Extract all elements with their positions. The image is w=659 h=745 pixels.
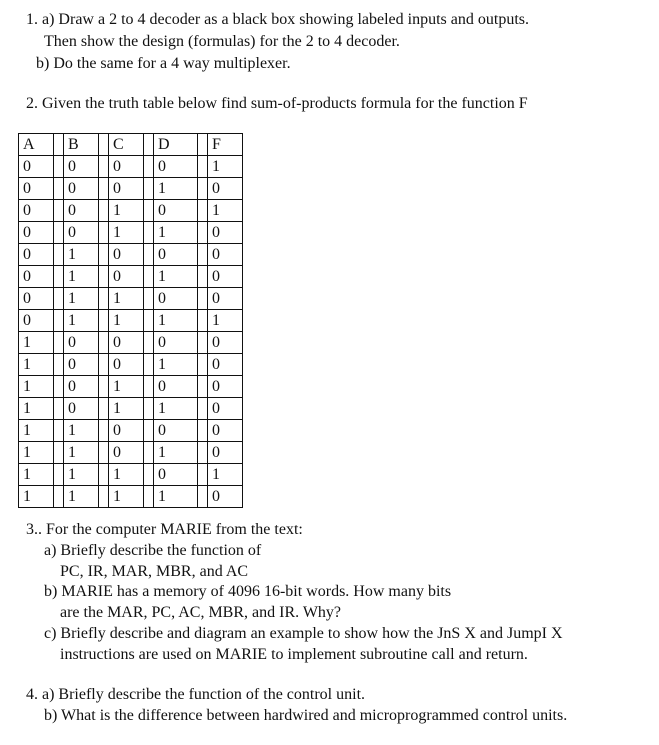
cell-a: 1 bbox=[19, 376, 54, 398]
table-row bbox=[19, 222, 243, 244]
spacer bbox=[144, 464, 154, 486]
header-f: F bbox=[208, 134, 243, 156]
table-row bbox=[19, 354, 243, 376]
spacer bbox=[54, 244, 64, 266]
cell-a: 0 bbox=[19, 244, 54, 266]
cell-f: 0 bbox=[208, 222, 243, 244]
cell-b: 1 bbox=[64, 442, 99, 464]
cell-c: 1 bbox=[109, 200, 144, 222]
spacer bbox=[144, 156, 154, 178]
spacer bbox=[99, 244, 109, 266]
spacer bbox=[99, 398, 109, 420]
cell-b: 0 bbox=[64, 332, 99, 354]
spacer bbox=[99, 420, 109, 442]
spacer bbox=[198, 486, 208, 508]
cell-b: 0 bbox=[64, 376, 99, 398]
cell-b: 1 bbox=[64, 420, 99, 442]
spacer bbox=[198, 310, 208, 332]
spacer bbox=[198, 266, 208, 288]
cell-f: 1 bbox=[208, 156, 243, 178]
spacer bbox=[54, 398, 64, 420]
q1-line-1: 1. a) Draw a 2 to 4 decoder as a black box showing labeled inputs and outputs. bbox=[26, 11, 529, 28]
cell-a: 0 bbox=[19, 310, 54, 332]
cell-b: 0 bbox=[64, 200, 99, 222]
q3-line-7: instructions are used on MARIE to implement subroutine call and return. bbox=[60, 646, 528, 663]
cell-f: 0 bbox=[208, 376, 243, 398]
spacer bbox=[54, 178, 64, 200]
cell-b: 0 bbox=[64, 398, 99, 420]
spacer bbox=[99, 222, 109, 244]
table-row bbox=[19, 376, 243, 398]
spacer bbox=[99, 134, 109, 156]
spacer bbox=[144, 200, 154, 222]
cell-b: 1 bbox=[64, 266, 99, 288]
spacer bbox=[99, 376, 109, 398]
table-row bbox=[19, 464, 243, 486]
truth-table-header bbox=[19, 134, 243, 156]
spacer bbox=[144, 376, 154, 398]
cell-f: 0 bbox=[208, 442, 243, 464]
spacer bbox=[54, 288, 64, 310]
spacer bbox=[144, 310, 154, 332]
spacer bbox=[144, 442, 154, 464]
cell-b: 1 bbox=[64, 244, 99, 266]
q3-line-6: c) Briefly describe and diagram an example to show how the JnS X and JumpI X bbox=[44, 625, 563, 642]
table-row bbox=[19, 200, 243, 222]
q3-line-4: b) MARIE has a memory of 4096 16-bit words. How many bits bbox=[44, 583, 452, 600]
cell-d: 0 bbox=[154, 244, 198, 266]
cell-a: 0 bbox=[19, 222, 54, 244]
cell-b: 0 bbox=[64, 222, 99, 244]
cell-a: 1 bbox=[19, 398, 54, 420]
cell-c: 1 bbox=[109, 310, 144, 332]
spacer bbox=[144, 332, 154, 354]
spacer bbox=[54, 376, 64, 398]
table-row bbox=[19, 442, 243, 464]
cell-f: 0 bbox=[208, 354, 243, 376]
spacer bbox=[99, 288, 109, 310]
spacer bbox=[54, 354, 64, 376]
cell-c: 0 bbox=[109, 332, 144, 354]
cell-a: 0 bbox=[19, 156, 54, 178]
table-row bbox=[19, 310, 243, 332]
table-row bbox=[19, 266, 243, 288]
cell-b: 1 bbox=[64, 288, 99, 310]
cell-d: 1 bbox=[154, 486, 198, 508]
spacer bbox=[99, 486, 109, 508]
spacer bbox=[54, 266, 64, 288]
cell-b: 1 bbox=[64, 464, 99, 486]
spacer bbox=[54, 464, 64, 486]
spacer bbox=[99, 200, 109, 222]
q4-line-1: 4. a) Briefly describe the function of the control unit. bbox=[26, 686, 366, 703]
cell-d: 1 bbox=[154, 178, 198, 200]
spacer bbox=[54, 156, 64, 178]
cell-c: 0 bbox=[109, 420, 144, 442]
spacer bbox=[54, 332, 64, 354]
cell-d: 0 bbox=[154, 332, 198, 354]
spacer bbox=[198, 442, 208, 464]
cell-c: 0 bbox=[109, 178, 144, 200]
spacer bbox=[144, 222, 154, 244]
header-d: D bbox=[154, 134, 198, 156]
spacer bbox=[99, 310, 109, 332]
cell-a: 1 bbox=[19, 332, 54, 354]
spacer bbox=[198, 288, 208, 310]
cell-d: 1 bbox=[154, 398, 198, 420]
q1-line-2: Then show the design (formulas) for the 2 to 4 decoder. bbox=[44, 33, 400, 50]
cell-c: 1 bbox=[109, 222, 144, 244]
spacer bbox=[54, 310, 64, 332]
spacer bbox=[99, 178, 109, 200]
spacer bbox=[54, 420, 64, 442]
spacer bbox=[144, 134, 154, 156]
cell-f: 0 bbox=[208, 178, 243, 200]
spacer bbox=[198, 134, 208, 156]
spacer bbox=[99, 156, 109, 178]
cell-b: 1 bbox=[64, 486, 99, 508]
cell-c: 1 bbox=[109, 486, 144, 508]
cell-d: 0 bbox=[154, 420, 198, 442]
cell-c: 0 bbox=[109, 244, 144, 266]
cell-f: 1 bbox=[208, 200, 243, 222]
cell-c: 0 bbox=[109, 156, 144, 178]
q3-line-5: are the MAR, PC, AC, MBR, and IR. Why? bbox=[60, 604, 342, 621]
cell-c: 1 bbox=[109, 398, 144, 420]
spacer bbox=[198, 354, 208, 376]
cell-b: 1 bbox=[64, 310, 99, 332]
cell-a: 1 bbox=[19, 354, 54, 376]
spacer bbox=[54, 442, 64, 464]
spacer bbox=[99, 442, 109, 464]
cell-c: 0 bbox=[109, 442, 144, 464]
spacer bbox=[54, 222, 64, 244]
spacer bbox=[144, 354, 154, 376]
table-row bbox=[19, 244, 243, 266]
table-row bbox=[19, 288, 243, 310]
spacer bbox=[144, 486, 154, 508]
spacer bbox=[198, 156, 208, 178]
spacer bbox=[99, 266, 109, 288]
cell-c: 0 bbox=[109, 266, 144, 288]
cell-d: 1 bbox=[154, 442, 198, 464]
cell-d: 0 bbox=[154, 156, 198, 178]
cell-a: 0 bbox=[19, 288, 54, 310]
spacer bbox=[198, 398, 208, 420]
spacer bbox=[198, 332, 208, 354]
q3-line-3: PC, IR, MAR, MBR, and AC bbox=[60, 563, 249, 580]
spacer bbox=[198, 464, 208, 486]
spacer bbox=[198, 178, 208, 200]
spacer bbox=[54, 486, 64, 508]
cell-b: 0 bbox=[64, 178, 99, 200]
spacer bbox=[198, 222, 208, 244]
table-row bbox=[19, 156, 243, 178]
q3-line-2: a) Briefly describe the function of bbox=[44, 542, 262, 559]
q4-line-2: b) What is the difference between hardwired and microprogrammed control units. bbox=[44, 707, 568, 724]
spacer bbox=[144, 266, 154, 288]
spacer bbox=[144, 178, 154, 200]
table-row bbox=[19, 178, 243, 200]
cell-f: 1 bbox=[208, 310, 243, 332]
cell-f: 0 bbox=[208, 244, 243, 266]
truth-table bbox=[18, 133, 243, 508]
spacer bbox=[198, 420, 208, 442]
spacer bbox=[198, 376, 208, 398]
cell-c: 1 bbox=[109, 464, 144, 486]
cell-d: 1 bbox=[154, 310, 198, 332]
cell-a: 0 bbox=[19, 200, 54, 222]
cell-f: 0 bbox=[208, 288, 243, 310]
truth-table-body bbox=[19, 156, 243, 508]
cell-a: 1 bbox=[19, 442, 54, 464]
spacer bbox=[198, 200, 208, 222]
cell-f: 0 bbox=[208, 266, 243, 288]
cell-f: 0 bbox=[208, 332, 243, 354]
spacer bbox=[144, 398, 154, 420]
spacer bbox=[99, 332, 109, 354]
header-c: C bbox=[109, 134, 144, 156]
spacer bbox=[54, 200, 64, 222]
cell-a: 1 bbox=[19, 486, 54, 508]
q1-line-3: b) Do the same for a 4 way multiplexer. bbox=[36, 55, 291, 72]
q2-prompt: 2. Given the truth table below find sum-of-products formula for the function F bbox=[26, 95, 528, 112]
table-row bbox=[19, 420, 243, 442]
cell-a: 0 bbox=[19, 178, 54, 200]
cell-a: 0 bbox=[19, 266, 54, 288]
cell-b: 0 bbox=[64, 156, 99, 178]
spacer bbox=[144, 244, 154, 266]
cell-f: 1 bbox=[208, 464, 243, 486]
cell-d: 0 bbox=[154, 376, 198, 398]
spacer bbox=[198, 244, 208, 266]
spacer bbox=[144, 288, 154, 310]
spacer bbox=[99, 464, 109, 486]
spacer bbox=[144, 420, 154, 442]
cell-c: 1 bbox=[109, 376, 144, 398]
header-a: A bbox=[19, 134, 54, 156]
cell-f: 0 bbox=[208, 398, 243, 420]
spacer bbox=[99, 354, 109, 376]
cell-d: 1 bbox=[154, 222, 198, 244]
cell-a: 1 bbox=[19, 420, 54, 442]
cell-d: 0 bbox=[154, 288, 198, 310]
table-row bbox=[19, 486, 243, 508]
cell-a: 1 bbox=[19, 464, 54, 486]
cell-b: 0 bbox=[64, 354, 99, 376]
cell-d: 0 bbox=[154, 464, 198, 486]
cell-d: 0 bbox=[154, 200, 198, 222]
table-row bbox=[19, 398, 243, 420]
header-b: B bbox=[64, 134, 99, 156]
spacer bbox=[54, 134, 64, 156]
cell-d: 1 bbox=[154, 266, 198, 288]
cell-d: 1 bbox=[154, 354, 198, 376]
cell-c: 0 bbox=[109, 354, 144, 376]
cell-f: 0 bbox=[208, 420, 243, 442]
cell-c: 1 bbox=[109, 288, 144, 310]
q3-line-1: 3.. For the computer MARIE from the text: bbox=[26, 521, 303, 538]
table-row bbox=[19, 332, 243, 354]
cell-f: 0 bbox=[208, 486, 243, 508]
